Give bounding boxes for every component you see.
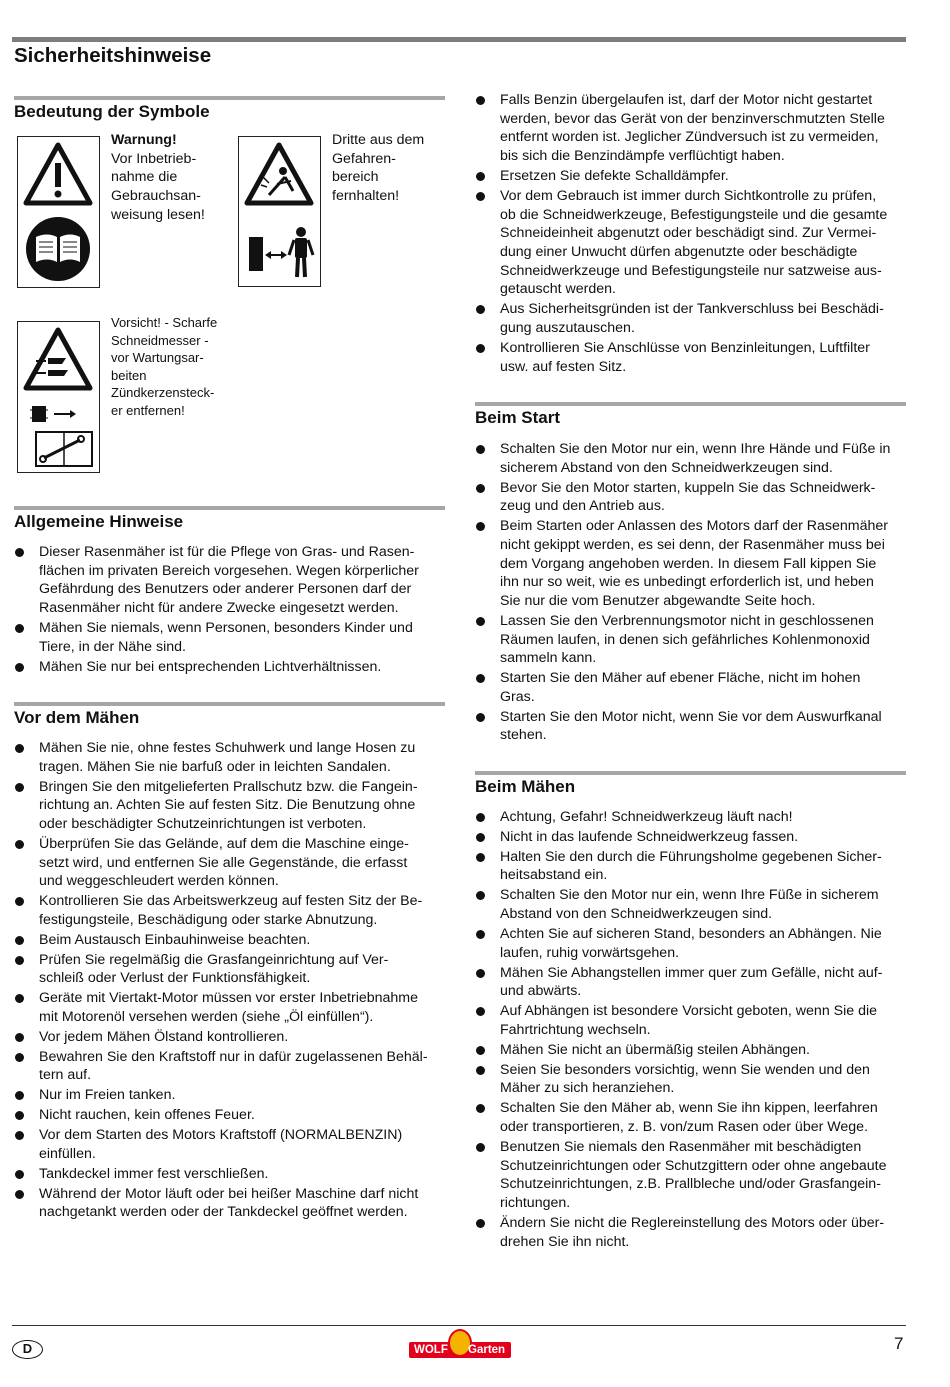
list-item: Nur im Freien tanken. [14, 1086, 454, 1105]
list-item: Mähen Sie niemals, wenn Personen, besonders Kinder und Tiere, in der Nähe sind. [14, 619, 454, 656]
heading-beim-maehen: Beim Mähen [475, 777, 576, 796]
list-item: Nicht in das laufende Schneidwerkzeug fassen. [475, 828, 915, 847]
list-item: Beim Austausch Einbauhinweise beachten. [14, 931, 454, 950]
symbol1-bold: Warnung! [111, 132, 177, 148]
heading-symbole: Bedeutung der Symbole [14, 102, 210, 121]
list-item: Achten Sie auf sicheren Stand, besonders an Abhängen. Nie laufen, ruhig vorwärtsgehen. [475, 925, 915, 962]
list-item: Mähen Sie nur bei entsprechenden Lichtverhältnissen. [14, 658, 454, 677]
symbol1-body: Vor Inbetrieb- nahme die Gebrauchsan- weisung lesen! [111, 150, 205, 223]
logo-text-right: Garten [468, 1344, 506, 1356]
list-item: Vor jedem Mähen Ölstand kontrollieren. [14, 1028, 454, 1047]
list-item: Vor dem Starten des Motors Kraftstoff (NORMALBENZIN) einfüllen. [14, 1126, 454, 1163]
wolf-garten-logo [409, 1329, 511, 1361]
logo-text-left: WOLF [414, 1344, 448, 1356]
list-item: Während der Motor läuft oder bei heißer Maschine darf nicht nachgetankt werden oder der Tankdeckel geöffnet werden. [14, 1185, 454, 1222]
list-item: Ersetzen Sie defekte Schalldämpfer. [475, 167, 915, 186]
heading-beim-start: Beim Start [475, 408, 561, 427]
list-item: Seien Sie besonders vorsichtig, wenn Sie wenden und den Mäher zu sich heranziehen. [475, 1061, 915, 1098]
section-rule [14, 96, 445, 100]
list-item: Kontrollieren Sie Anschlüsse von Benzinleitungen, Luftfilter usw. auf festen Sitz. [475, 339, 915, 376]
symbol2-text: Dritte aus dem Gefahren- bereich fernhalten! [332, 132, 425, 205]
page-title: Sicherheitshinweise [14, 44, 212, 67]
list-item: Benutzen Sie niemals den Rasenmäher mit beschädigten Schutzeinrichtungen oder Schutzgittern oder ohne angebaute Schutzeinrichtungen, z.B. Prallbleche und/oder Grasfangein- richtungen. [475, 1138, 915, 1213]
list-item: Mähen Sie nie, ohne festes Schuhwerk und lange Hosen zu tragen. Mähen Sie nie barfuß oder in leichten Sandalen. [14, 739, 454, 776]
list-item: Tankdeckel immer fest verschließen. [14, 1165, 454, 1184]
list-item: Dieser Rasenmäher ist für die Pflege von Gras- und Rasen- flächen im privaten Bereich vorgesehen. Wegen körperlicher Gefährdung des Benutzers oder anderer Personen darf der Rasenmäher nicht für andere Zwecke eingesetzt werden. [14, 543, 454, 618]
section-rule [14, 702, 445, 706]
list-item: Starten Sie den Motor nicht, wenn Sie vor dem Auswurfkanal stehen. [475, 708, 915, 745]
list-allgemeine [14, 543, 454, 677]
bystander-danger-icon [239, 137, 320, 286]
list-vor-dem-maehen [14, 739, 454, 1223]
language-badge: D [12, 1340, 43, 1359]
footer-rule [12, 1325, 906, 1326]
heading-allgemeine: Allgemeine Hinweise [14, 512, 184, 531]
section-rule [475, 771, 906, 775]
list-item: Bewahren Sie den Kraftstoff nur in dafür zugelassenen Behäl- tern auf. [14, 1048, 454, 1085]
list-item: Geräte mit Viertakt-Motor müssen vor erster Inbetriebnahme mit Motorenöl versehen werden (siehe „Öl einfüllen“). [14, 989, 454, 1026]
warning-manual-symbol [17, 136, 100, 288]
list-item: Schalten Sie den Motor nur ein, wenn Ihre Füße in sicherem Abstand von den Schneidwerkzeugen sind. [475, 886, 915, 923]
bystander-symbol [238, 136, 321, 287]
section-rule [14, 506, 445, 510]
list-item: Beim Starten oder Anlassen des Motors darf der Rasenmäher nicht gekippt werden, es sei denn, der Rasenmäher muss bei dem Vorgang angehoben werden. In diesem Fall kippen Sie ihn nur so weit, wie es unbedingt erforderlich ist, und heben Sie nur die vom Benutzer abgewandte Seite hoch. [475, 517, 915, 611]
list-item: Bringen Sie den mitgelieferten Prallschutz bzw. die Fangein- richtung an. Achten Sie auf festen Sitz. Die Benutzung ohne oder beschädigter Schutzeinrichtungen ist verboten. [14, 778, 454, 834]
list-item: Prüfen Sie regelmäßig die Grasfangeinrichtung auf Ver- schleiß oder Verlust der Funktionsfähigkeit. [14, 951, 454, 988]
list-item: Bevor Sie den Motor starten, kuppeln Sie das Schneidwerk- zeug und den Antrieb aus. [475, 479, 915, 516]
list-item: Aus Sicherheitsgründen ist der Tankverschluss bei Beschädi- gung auszutauschen. [475, 300, 915, 337]
list-item: Vor dem Gebrauch ist immer durch Sichtkontrolle zu prüfen, ob die Schneidwerkzeuge, Befestigungsteile und die gesamte Schneideinheit abgenutzt oder beschädigt sind. Zur Vermei- dung einer Unwucht dürfen abgenutzte oder beschädigte Schneidwerkzeuge und Befestigungsteile nur satzweise aus- getauscht werden. [475, 187, 915, 299]
list-item: Falls Benzin übergelaufen ist, darf der Motor nicht gestartet werden, bevor das Gerät von der benzinverschmutzten Stelle entfernt worden ist. Jeglicher Zündversuch ist zu vermeiden, bis sich die Benzindämpfe verflüchtigt haben. [475, 91, 915, 166]
list-item: Mähen Sie Abhangstellen immer quer zum Gefälle, nicht auf- und abwärts. [475, 964, 915, 1001]
symbol1-text [111, 131, 205, 225]
blade-sparkplug-icon [18, 322, 99, 472]
list-right-top [475, 91, 915, 377]
section-rule [475, 402, 906, 406]
list-item: Ändern Sie nicht die Reglereinstellung des Motors oder über- drehen Sie ihn nicht. [475, 1214, 915, 1251]
list-item: Achtung, Gefahr! Schneidwerkzeug läuft nach! [475, 808, 915, 827]
list-item: Starten Sie den Mäher auf ebener Fläche, nicht im hohen Gras. [475, 669, 915, 706]
blade-sparkplug-symbol [17, 321, 100, 473]
list-item: Halten Sie den durch die Führungsholme gegebenen Sicher- heitsabstand ein. [475, 848, 915, 885]
list-beim-start [475, 440, 915, 746]
list-item: Überprüfen Sie das Gelände, auf dem die Maschine einge- setzt wird, und entfernen Sie alle Gegenstände, die erfasst und weggeschleudert werden können. [14, 835, 454, 891]
warning-book-icon [18, 137, 99, 287]
symbol3-text: Vorsicht! - Scharfe Schneidmesser - vor Wartungsar- beiten Zündkerzensteck- er entfernen! [111, 315, 218, 418]
list-beim-maehen [475, 808, 915, 1252]
list-item: Lassen Sie den Verbrennungsmotor nicht in geschlossenen Räumen laufen, in denen sich gefährliches Kohlenmonoxid sammeln kann. [475, 612, 915, 668]
page-number: 7 [894, 1334, 904, 1353]
header-rule [12, 37, 906, 42]
list-item: Auf Abhängen ist besondere Vorsicht geboten, wenn Sie die Fahrtrichtung wechseln. [475, 1002, 915, 1039]
list-item: Schalten Sie den Mäher ab, wenn Sie ihn kippen, leerfahren oder transportieren, z. B. von/zum Rasen oder über Wege. [475, 1099, 915, 1136]
heading-vor-dem-maehen: Vor dem Mähen [14, 708, 140, 727]
list-item: Schalten Sie den Motor nur ein, wenn Ihre Hände und Füße in sicherem Abstand von den Schneidwerkzeugen sind. [475, 440, 915, 477]
list-item: Kontrollieren Sie das Arbeitswerkzeug auf festen Sitz der Be- festigungsteile, Beschädigung oder starke Abnutzung. [14, 892, 454, 929]
list-item: Mähen Sie nicht an übermäßig steilen Abhängen. [475, 1041, 915, 1060]
list-item: Nicht rauchen, kein offenes Feuer. [14, 1106, 454, 1125]
